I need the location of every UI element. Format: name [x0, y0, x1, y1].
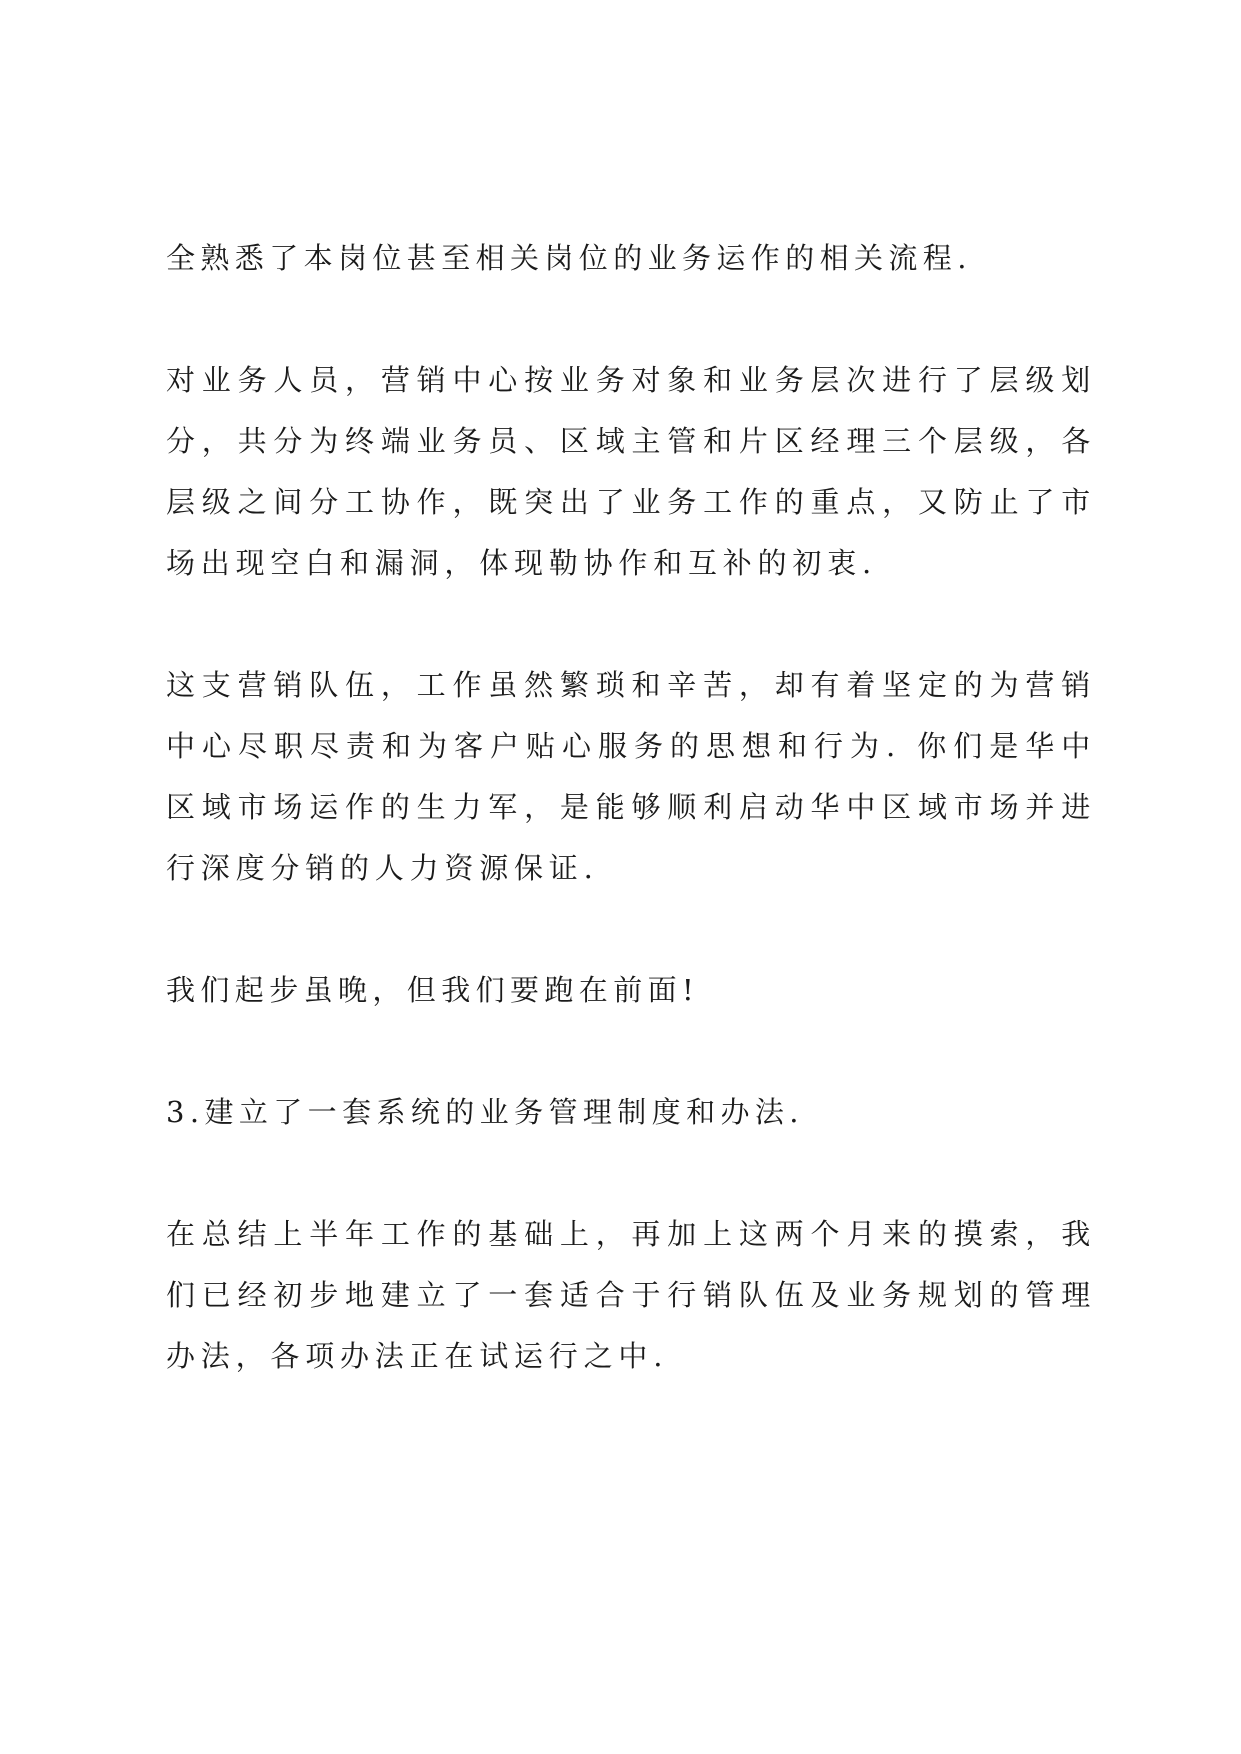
paragraph-motto: 我们起步虽晚，但我们要跑在前面! [166, 973, 700, 1007]
paragraph-staff-hierarchy: 对业务人员，营销中心按业务对象和业务层次进行了层级划分，共分为终端业务员、区域主管和片区经理三个层级，各层级之间分工协作，既突出了业务工作的重点，又防止了市场出现空白和漏洞，体现勒协作和互补的初衷. [166, 363, 1096, 580]
paragraph-process-familiarity: 全熟悉了本岗位甚至相关岗位的业务运作的相关流程. [166, 241, 972, 275]
paragraph-management-methods: 在总结上半年工作的基础上，再加上这两个月来的摸索，我们已经初步地建立了一套适合于行销队伍及业务规划的管理办法，各项办法正在试运行之中. [166, 1217, 1096, 1373]
document-body [166, 228, 1096, 1448]
section-heading-management-system: 3.建立了一套系统的业务管理制度和办法. [166, 1095, 804, 1129]
paragraph-sales-team: 这支营销队伍，工作虽然繁琐和辛苦，却有着坚定的为营销中心尽职尽责和为客户贴心服务的思想和行为. 你们是华中区域市场运作的生力军，是能够顺利启动华中区域市场并进行深度分销的人力资源保证. [166, 668, 1096, 885]
